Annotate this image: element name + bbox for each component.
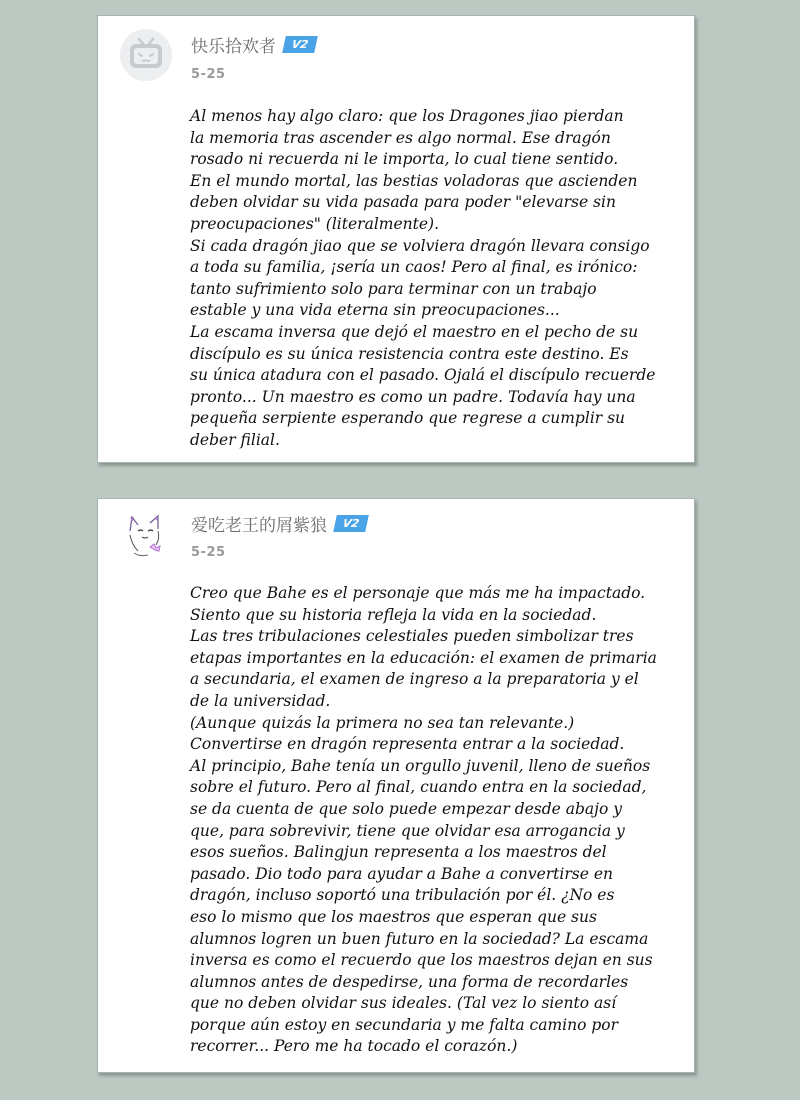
level-badge: V2 (282, 36, 318, 53)
comment-line: Al menos hay algo claro: que los Dragones jiao pierdan (190, 107, 624, 125)
comment-line: esos sueños. Balingjun representa a los maestros del (190, 843, 607, 862)
comment-line: alumnos antes de despedirse, una forma de recordarles (190, 972, 629, 991)
comment-card (97, 498, 695, 1073)
comment-line: a secundaria, el examen de ingreso a la preparatoria y el (190, 670, 639, 689)
comment-date: 5-25 (191, 67, 226, 82)
comment-line: deber filial. (190, 430, 280, 449)
comment-text (190, 106, 684, 452)
comment-line: que no deben olvidar sus ideales. (Tal vez lo siento así (190, 994, 617, 1013)
comment-line: su única atadura con el pasado. Ojalá el discípulo recuerde (190, 366, 656, 385)
comment-line: dragón, incluso soportó una tribulación por él. ¿No es (190, 886, 615, 905)
comment-line: a toda su familia, ¡sería un caos! Pero al final, es irónico: (190, 258, 638, 277)
comment-line: pasado. Dio todo para ayudar a Bahe a convertirse en (190, 864, 613, 883)
comment-line: que, para sobrevivir, tiene que olvidar esa arrogancia y (190, 821, 625, 840)
sketch-cat-avatar-icon (120, 509, 172, 561)
comment-line: deben olvidar su vida pasada para poder "elevarse sin (190, 193, 616, 212)
comment-line: La escama inversa que dejó el maestro en el pecho de su (190, 322, 639, 341)
avatar[interactable] (120, 29, 172, 81)
comment-line: la memoria tras ascender es algo normal. Ese dragón (190, 128, 611, 147)
comment-line: pronto... Un maestro es como un padre. Todavía hay una (190, 387, 636, 406)
username[interactable] (191, 511, 367, 536)
comment-line: porque aún estoy en secundaria y me falta camino por (190, 1015, 619, 1034)
comment-line: alumnos logren un buen futuro en la sociedad? La escama (190, 929, 649, 948)
comment-line: (Aunque quizás la primera no sea tan relevante.) (190, 713, 575, 732)
comment-line: Convertirse en dragón representa entrar a la sociedad. (190, 735, 625, 754)
comment-line: discípulo es su única resistencia contra este destino. Es (190, 344, 629, 363)
level-badge: V2 (333, 515, 369, 532)
comment-line: preocupaciones" (literalmente). (190, 214, 439, 233)
comment-line: Si cada dragón jiao que se volviera dragón llevara consigo (190, 236, 650, 255)
comment-card (97, 15, 695, 463)
comment-line: tanto sufrimiento solo para terminar con un trabajo (190, 279, 597, 298)
comment-line: estable y una vida eterna sin preocupaciones... (190, 301, 560, 320)
comment-line: Al principio, Bahe tenía un orgullo juvenil, lleno de sueños (190, 756, 651, 775)
comment-text (190, 583, 684, 1058)
comment-line: rosado ni recuerda ni le importa, lo cual tiene sentido. (190, 150, 619, 169)
comment-line: de la universidad. (190, 691, 331, 710)
comment-line: inversa es como el recuerdo que los maestros dejan en sus (190, 951, 653, 970)
comment-line: sobre el futuro. Pero al final, cuando entra en la sociedad, (190, 778, 647, 797)
comment-line: En el mundo mortal, las bestias voladoras que ascienden (190, 171, 638, 190)
username-text[interactable]: 爱吃老王的屑紫狼 (191, 516, 327, 536)
comment-line: Siento que su historia refleja la vida en la sociedad. (190, 605, 597, 624)
comment-line: eso lo mismo que los maestros que esperan que sus (190, 907, 597, 926)
comment-line: recorrer... Pero me ha tocado el corazón.) (190, 1037, 518, 1056)
comment-line: Creo que Bahe es el personaje que más me ha impactado. (190, 584, 646, 602)
username[interactable] (191, 32, 316, 57)
comment-line: pequeña serpiente esperando que regrese a cumplir su (190, 409, 626, 428)
username-text[interactable]: 快乐拾欢者 (191, 37, 276, 57)
default-tv-avatar-icon (120, 29, 172, 81)
avatar[interactable] (120, 509, 172, 561)
comment-date: 5-25 (191, 545, 226, 560)
comment-line: Las tres tribulaciones celestiales pueden simbolizar tres (190, 627, 634, 646)
comment-line: etapas importantes en la educación: el examen de primaria (190, 648, 657, 667)
comment-line: se da cuenta de que solo puede empezar desde abajo y (190, 799, 622, 818)
